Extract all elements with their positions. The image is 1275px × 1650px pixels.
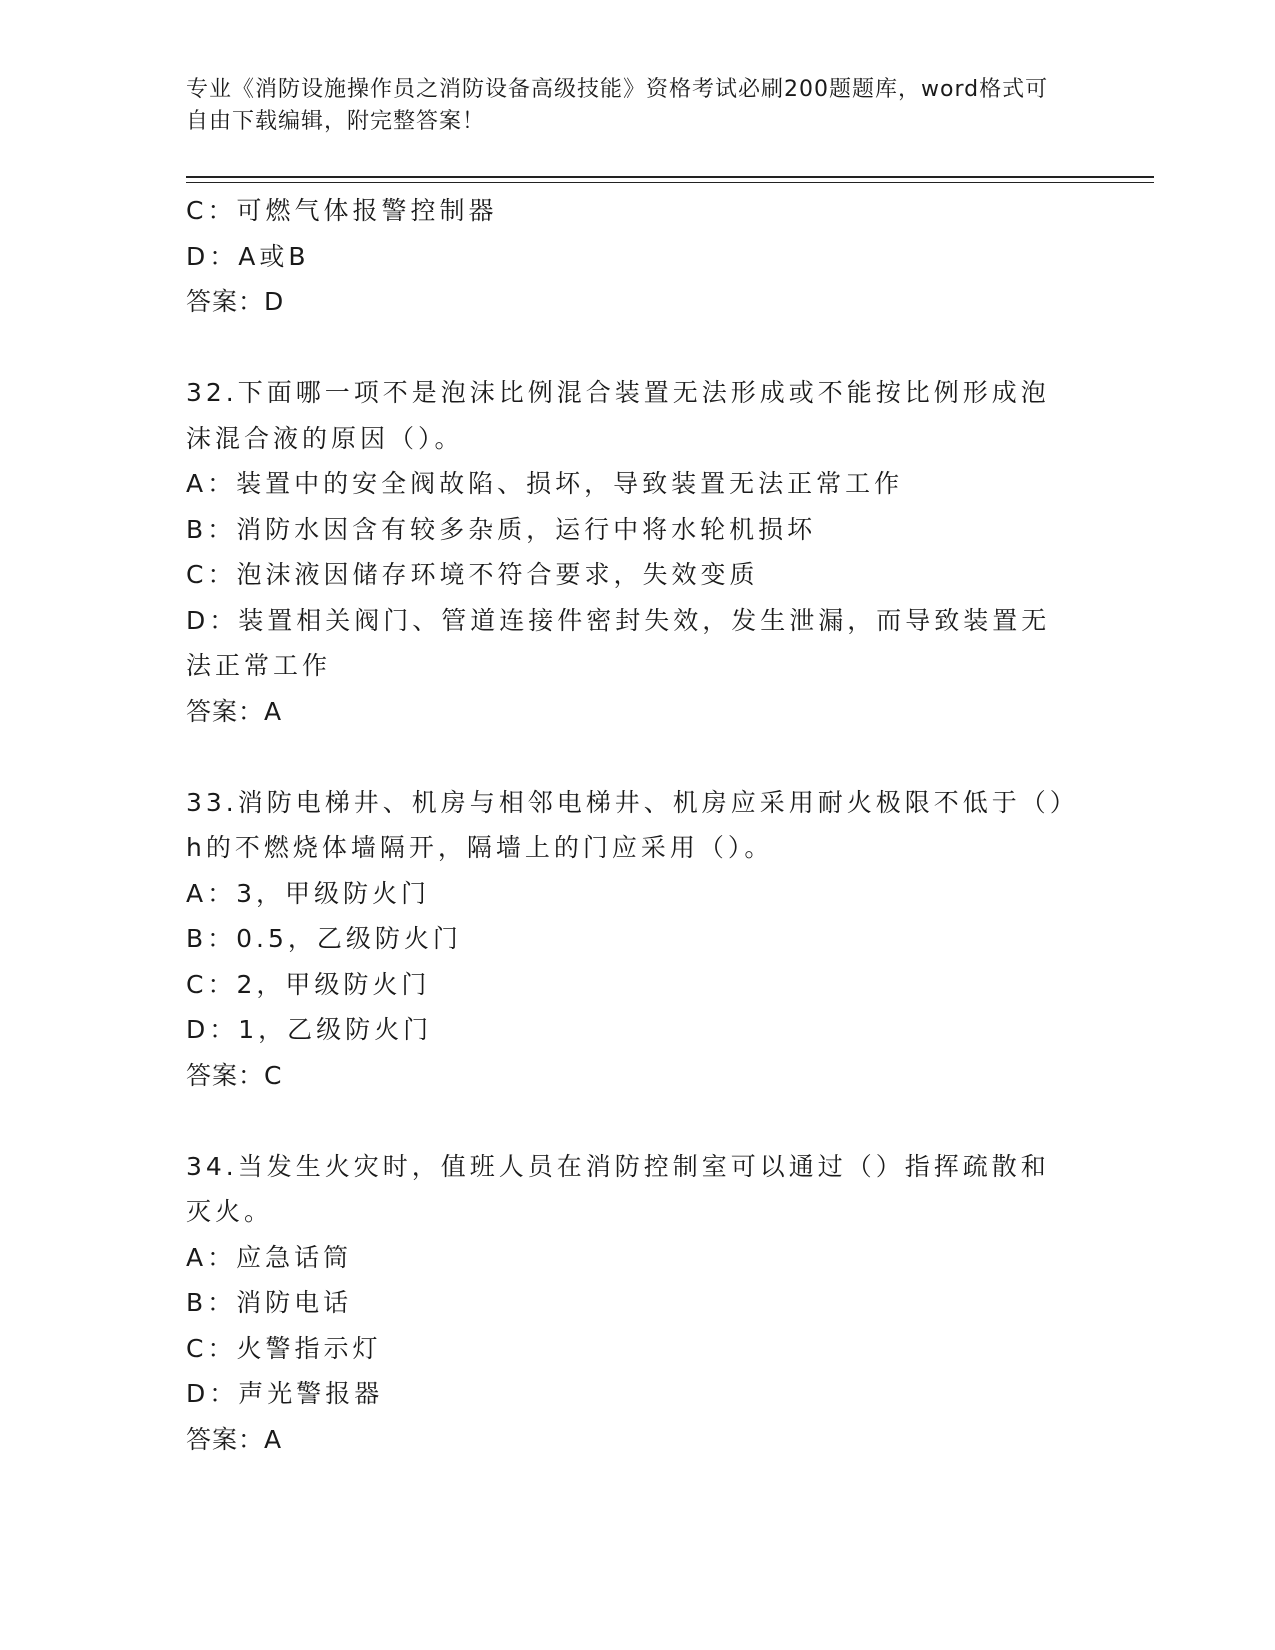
- question-34: [186, 1144, 1076, 1463]
- answer-line: 答案：D: [186, 287, 285, 316]
- document-header: 专业《消防设施操作员之消防设备高级技能》资格考试必刷200题题库，word格式可自由下载编辑，附完整答案！: [186, 77, 1049, 134]
- answer-line: 答案：C: [186, 1060, 283, 1090]
- question-stem: 32.下面哪一项不是泡沫比例混合装置无法形成或不能按比例形成泡沫混合液的原因（）。: [186, 378, 1050, 453]
- answer-line: 答案：A: [186, 1424, 283, 1454]
- question-32: [186, 370, 1076, 734]
- header-divider-thick: [186, 176, 1154, 178]
- option-d: D：装置相关阀门、管道连接件密封失效，发生泄漏，而导致装置无法正常工作: [186, 605, 1051, 680]
- option-b: B：消防水因含有较多杂质，运行中将水轮机损坏: [186, 514, 817, 544]
- option-c: C：泡沫液因储存环境不符合要求，失效变质: [186, 560, 759, 589]
- option-a: A：装置中的安全阀故陷、损坏，导致装置无法正常工作: [186, 469, 904, 498]
- option-c: C：火警指示灯: [186, 1333, 382, 1363]
- option-d: D：1，乙级防火门: [186, 1015, 433, 1044]
- question-stem: 33.消防电梯井、机房与相邻电梯井、机房应采用耐火极限不低于（）h的不燃烧体墙隔开，隔墙上的门应采用（）。: [186, 787, 1067, 862]
- option-c: C：2，甲级防火门: [186, 969, 431, 999]
- question-33: [186, 780, 1076, 1099]
- option-b: B：消防电话: [186, 1288, 353, 1317]
- question-stem: 34.当发生火灾时，值班人员在消防控制室可以通过（）指挥疏散和灭火。: [186, 1151, 1050, 1226]
- previous-question-tail: [186, 188, 1076, 325]
- option-d: D：声光警报器: [186, 1379, 384, 1408]
- header-divider-thin: [186, 182, 1154, 183]
- option-d: D：A或B: [186, 241, 310, 271]
- answer-line: 答案：A: [186, 696, 283, 726]
- option-c: C：可燃气体报警控制器: [186, 196, 498, 225]
- question-list: [186, 188, 1076, 1462]
- option-a: A：应急话筒: [186, 1242, 353, 1272]
- option-a: A：3，甲级防火门: [186, 878, 431, 908]
- option-b: B：0.5，乙级防火门: [186, 924, 462, 953]
